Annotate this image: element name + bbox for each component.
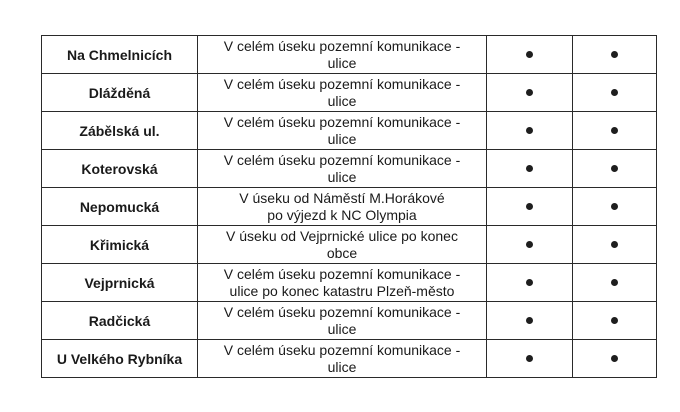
bullet-mark-icon <box>611 355 618 362</box>
description-line: V celém úseku pozemní komunikace - <box>223 341 461 358</box>
bullet-mark-icon <box>611 165 618 172</box>
table-row <box>42 302 657 340</box>
description-line: ulice <box>327 168 357 185</box>
section-description <box>198 112 487 150</box>
section-description <box>198 340 487 378</box>
mark-cell-b <box>573 150 657 188</box>
mark-cell-a <box>487 226 573 264</box>
street-name: Křimická <box>42 226 198 264</box>
description-line: ulice <box>327 358 357 375</box>
street-table <box>41 35 657 378</box>
table-row <box>42 188 657 226</box>
street-name: U Velkého Rybníka <box>42 340 198 378</box>
bullet-mark-icon <box>526 51 533 58</box>
mark-cell-b <box>573 226 657 264</box>
description-line: ulice <box>327 320 357 337</box>
mark-cell-b <box>573 264 657 302</box>
bullet-mark-icon <box>611 203 618 210</box>
mark-cell-b <box>573 302 657 340</box>
street-table-body <box>42 36 657 378</box>
table-row <box>42 112 657 150</box>
street-name: Vejprnická <box>42 264 198 302</box>
description-line: V celém úseku pozemní komunikace - <box>223 303 461 320</box>
street-name: Na Chmelnicích <box>42 36 198 74</box>
description-line: V úseku od Náměstí M.Horákové <box>239 189 445 206</box>
street-name: Koterovská <box>42 150 198 188</box>
mark-cell-a <box>487 150 573 188</box>
description-line: ulice po konec katastru Plzeň-město <box>229 282 455 299</box>
bullet-mark-icon <box>611 241 618 248</box>
street-name: Radčická <box>42 302 198 340</box>
table-row <box>42 150 657 188</box>
description-line: V celém úseku pozemní komunikace - <box>223 151 461 168</box>
street-name: Zábělská ul. <box>42 112 198 150</box>
description-line: V celém úseku pozemní komunikace - <box>223 113 461 130</box>
description-line: po výjezd k NC Olympia <box>267 206 417 223</box>
street-name: Nepomucká <box>42 188 198 226</box>
description-line: ulice <box>327 92 357 109</box>
bullet-mark-icon <box>526 127 533 134</box>
bullet-mark-icon <box>526 203 533 210</box>
bullet-mark-icon <box>526 279 533 286</box>
mark-cell-a <box>487 112 573 150</box>
mark-cell-b <box>573 340 657 378</box>
description-line: V celém úseku pozemní komunikace - <box>223 265 461 282</box>
section-description <box>198 302 487 340</box>
section-description <box>198 188 487 226</box>
mark-cell-a <box>487 74 573 112</box>
mark-cell-a <box>487 188 573 226</box>
mark-cell-a <box>487 264 573 302</box>
section-description <box>198 264 487 302</box>
bullet-mark-icon <box>526 89 533 96</box>
description-line: V celém úseku pozemní komunikace - <box>223 75 461 92</box>
bullet-mark-icon <box>611 89 618 96</box>
table-row <box>42 74 657 112</box>
mark-cell-b <box>573 74 657 112</box>
bullet-mark-icon <box>526 317 533 324</box>
mark-cell-b <box>573 188 657 226</box>
description-line: obce <box>326 244 358 261</box>
table-row <box>42 36 657 74</box>
street-name: Dlážděná <box>42 74 198 112</box>
bullet-mark-icon <box>526 355 533 362</box>
section-description <box>198 150 487 188</box>
mark-cell-a <box>487 36 573 74</box>
description-line: V úseku od Vejprnické ulice po konec <box>226 227 458 244</box>
table-row <box>42 264 657 302</box>
bullet-mark-icon <box>526 165 533 172</box>
bullet-mark-icon <box>611 279 618 286</box>
description-line: ulice <box>327 130 357 147</box>
table-row <box>42 226 657 264</box>
mark-cell-a <box>487 302 573 340</box>
bullet-mark-icon <box>526 241 533 248</box>
mark-cell-a <box>487 340 573 378</box>
section-description <box>198 36 487 74</box>
mark-cell-b <box>573 112 657 150</box>
description-line: V celém úseku pozemní komunikace - <box>223 37 461 54</box>
table-row <box>42 340 657 378</box>
section-description <box>198 74 487 112</box>
section-description <box>198 226 487 264</box>
mark-cell-b <box>573 36 657 74</box>
description-line: ulice <box>327 54 357 71</box>
bullet-mark-icon <box>611 317 618 324</box>
bullet-mark-icon <box>611 127 618 134</box>
bullet-mark-icon <box>611 51 618 58</box>
